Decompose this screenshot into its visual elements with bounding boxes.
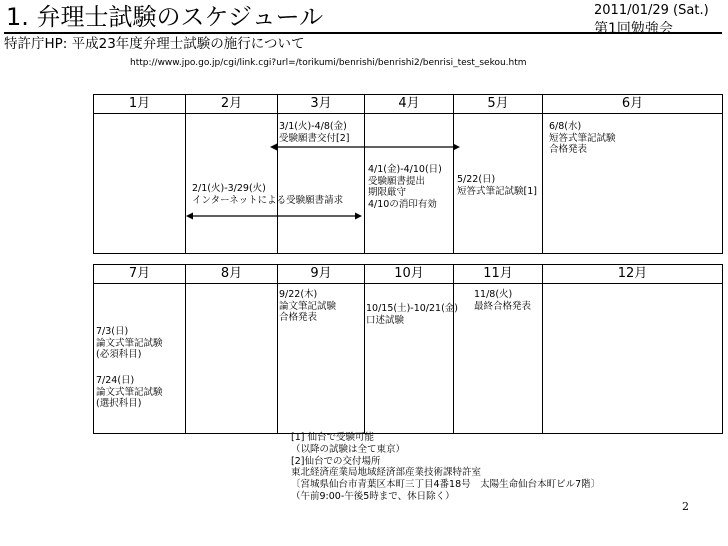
event-date: 11/8(火) [474,289,513,300]
source-url: http://www.jpo.go.jp/cgi/link.cgi?url=/torikumi/benrishi/benrishi2/benrisi_test_sekou.htm [130,58,527,68]
month-header-sep: 9月 [278,265,365,284]
event-date: 3/1(火)-4/8(金) [279,121,347,132]
page-title: 1. 弁理士試験のスケジュール [6,3,324,31]
event-desc: 口述試験 [366,314,405,326]
event-desc: インターネットによる受験願書請求 [192,194,344,206]
page-number: 2 [682,500,689,513]
event-desc: (必須科目) [96,349,142,360]
month-header-feb: 2月 [186,95,278,114]
date-label: 2011/01/29 (Sat.) [594,3,709,18]
footnote-line: [2]仙台での交付場所 [291,455,381,467]
footnote-line: [1] 仙台で受験可能 [291,432,374,443]
subtitle: 特許庁HP: 平成23年度弁理士試験の施行について [4,36,305,52]
event-desc: (選択科目) [96,398,142,409]
event-desc: 論文式筆記試験 [96,337,163,349]
event-desc: 短答式筆記試験 [549,132,616,144]
event-date: 7/3(日) [96,326,129,337]
schedule-table-second-half [93,264,723,434]
event-desc: 合格発表 [549,144,588,155]
event-date: 2/1(火)-3/29(火) [192,183,266,194]
month-header-nov: 11月 [454,265,543,284]
event-essay-results [279,289,336,324]
footnotes [291,432,600,503]
month-header-jun: 6月 [543,95,723,114]
month-header-may: 5月 [454,95,543,114]
month-header-aug: 8月 [186,265,278,284]
event-date: 9/22(木) [279,289,318,300]
event-desc: 短答式筆記試験[1] [457,185,537,197]
event-oral-exam [366,303,458,326]
arrow-application-distribution [270,141,460,153]
event-desc: 合格発表 [279,312,318,323]
event-desc: 受験願書交付[2] [279,132,350,144]
event-desc: 最終合格発表 [474,300,532,312]
month-header-mar: 3月 [278,95,365,114]
arrow-internet-request [186,210,362,222]
month-cell-aug [186,284,278,434]
event-application-submission [368,164,442,210]
event-short-answer-results [549,121,616,156]
event-desc: 4/10の消印有効 [368,198,437,210]
event-final-results [474,289,531,312]
event-essay-elective [96,375,163,410]
event-desc: 受験願書提出 [368,175,426,187]
month-header-oct: 10月 [365,265,454,284]
footnote-line: （午前9:00-午後5時まで、休日除く） [291,490,455,502]
event-date: 5/22(日) [457,174,496,185]
month-header-jan: 1月 [94,95,186,114]
event-essay-required [96,326,163,361]
event-date: 4/1(金)-4/10(日) [368,164,442,175]
event-short-answer-exam [457,174,537,197]
month-header-apr: 4月 [365,95,454,114]
event-date: 7/24(日) [96,375,135,386]
event-desc: 論文筆記試験 [279,300,337,312]
meeting-label: 第1回勉強会 [594,21,673,37]
event-date: 10/15(土)-10/21(金) [366,303,459,314]
event-desc: 期限厳守 [368,187,407,198]
month-header-jul: 7月 [94,265,186,284]
event-internet-request [192,183,343,206]
month-cell-jan [94,114,186,254]
event-date: 6/8(水) [549,121,582,132]
month-cell-dec [543,284,723,434]
month-header-dec: 12月 [543,265,723,284]
footnote-line: 東北経済産業局地域経済部産業技術課特許室 [291,467,482,479]
event-desc: 論文式筆記試験 [96,386,163,398]
footnote-line: （以降の試験は全て東京） [291,443,406,455]
footnote-line: 〔宮城県仙台市青葉区本町三丁目4番18号 太陽生命仙台本町ビル7階〕 [291,479,601,491]
